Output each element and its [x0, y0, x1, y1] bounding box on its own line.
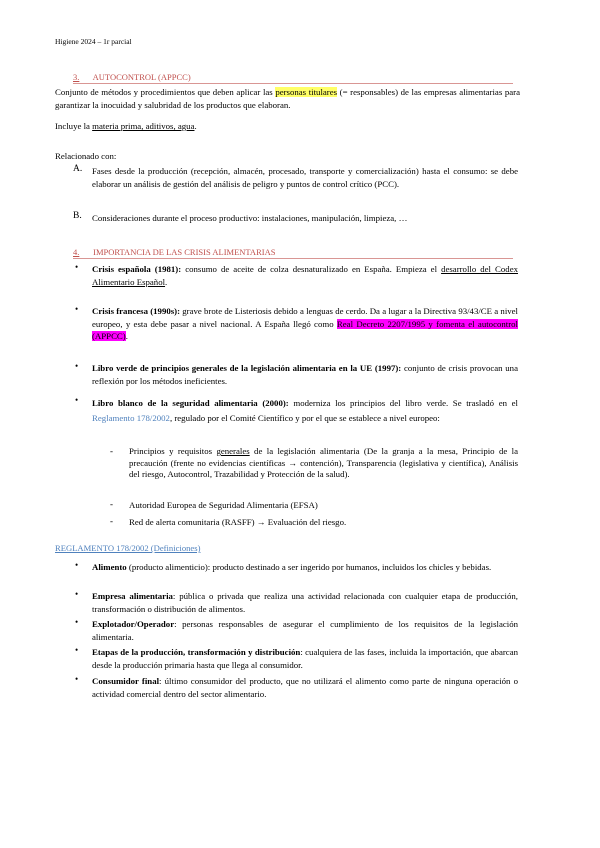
bullet-icon: •	[75, 361, 79, 371]
autocontrol-includes: Incluye la materia prima, aditivos, agua.	[55, 121, 197, 131]
bullet-icon: •	[75, 560, 79, 570]
definition-item: Empresa alimentaria: pública o privada que realiza una actividad relacionada con cualquier etapa de producción, transformación o distribución de alimentos.	[92, 591, 518, 614]
definition-item: Alimento (producto alimenticio): producto destinado a ser ingerido por humanos, incluidos los chicles y bebidas.	[92, 562, 492, 572]
autocontrol-definition: Conjunto de métodos y procedimientos que deben aplicar las personas titulares (= responsables) de las empresas alimentarias para garantizar la inocuidad y salubridad de los productos que elaboran.	[55, 87, 520, 110]
reglamento-link[interactable]: Reglamento 178/2002	[92, 413, 170, 423]
dash-icon: -	[110, 516, 113, 526]
list-item: Libro blanco de la seguridad alimentaria (2000): moderniza los principios del libro verde. Se trasladó en el Reglamento 178/2002, regulado por el Comité Científico y por el que se establece a nivel europeo:	[92, 398, 518, 423]
dash-icon: -	[110, 446, 113, 456]
definition-item: Etapas de la producción, transformación y distribución: cualquiera de las fases, incluida la importación, que abarcan desde la producción primaria hasta que llega al consumidor.	[92, 647, 518, 670]
page-header: Higiene 2024 – 1r parcial	[55, 37, 132, 46]
list-letter: A.	[73, 164, 83, 174]
section-3-heading	[73, 72, 513, 84]
bullet-icon: •	[75, 589, 79, 599]
list-item: Fases desde la producción (recepción, almacén, procesado, transporte y comercialización) hasta el consumo: se debe elaborar un análisis de gestión del análisis de peligro y puntos de control crítico (PCC).	[92, 166, 518, 189]
section-number: 4.	[73, 247, 80, 257]
highlight: Real Decreto 2207/1995 y fomenta el autocontrol (APPCC)	[92, 318, 518, 342]
sub-list-item: Red de alerta comunitaria (RASFF) → Evaluación del riesgo.	[129, 517, 347, 527]
list-item: Crisis española (1981): consumo de aceite de colza desnaturalizado en España. Empieza el desarrollo del Codex Alimentario Español.	[92, 264, 518, 287]
dash-icon: -	[110, 499, 113, 509]
definition-item: Consumidor final: último consumidor del producto, que no utilizará el alimento como parte de ninguna operación o actividad comercial dentro del sector alimentario.	[92, 676, 518, 699]
list-letter: B.	[73, 211, 82, 221]
section-title: AUTOCONTROL (APPCC)	[92, 72, 191, 82]
bullet-icon: •	[75, 617, 79, 627]
bullet-icon: •	[75, 304, 79, 314]
list-item: Libro verde de principios generales de la legislación alimentaria en la UE (1997): conjunto de crisis provocan una reflexión por los métodos ineficientes.	[92, 363, 518, 386]
sub-list-item: Principios y requisitos generales de la legislación alimentaria (De la granja a la mesa, Principio de la precaución (frente no evidencias científicas → contención), Transparencia (legislativa y científica), Análisis del riesgo, Autocontrol, Trazabilidad y Protección de la salud).	[129, 446, 518, 479]
highlight: personas titulares	[275, 87, 338, 97]
definition-item: Explotador/Operador: personas responsables de asegurar el cumplimiento de los requisitos de la legislación alimentaria.	[92, 619, 518, 642]
bullet-icon: •	[75, 262, 79, 272]
list-item: Consideraciones durante el proceso productivo: instalaciones, manipulación, limpieza, …	[92, 213, 408, 223]
bullet-icon: •	[75, 645, 79, 655]
section-4-heading	[73, 247, 513, 259]
reglamento-heading: REGLAMENTO 178/2002 (Definiciones)	[55, 543, 201, 553]
section-title: IMPORTANCIA DE LAS CRISIS ALIMENTARIAS	[93, 247, 276, 257]
bullet-icon: •	[75, 674, 79, 684]
related-label: Relacionado con:	[55, 151, 117, 161]
list-item: Crisis francesa (1990s): grave brote de Listeriosis debido a lenguas de cerdo. Da a lugar a la Directiva 93/43/CE a nivel europeo, y esta debe pasar a nivel nacional. A España llegó como Real Decreto 2207/1995 y fomenta el autocontrol (APPCC).	[92, 306, 519, 342]
bullet-icon: •	[75, 395, 79, 405]
section-number: 3.	[73, 72, 80, 82]
sub-list-item: Autoridad Europea de Seguridad Alimentaria (EFSA)	[129, 500, 318, 510]
